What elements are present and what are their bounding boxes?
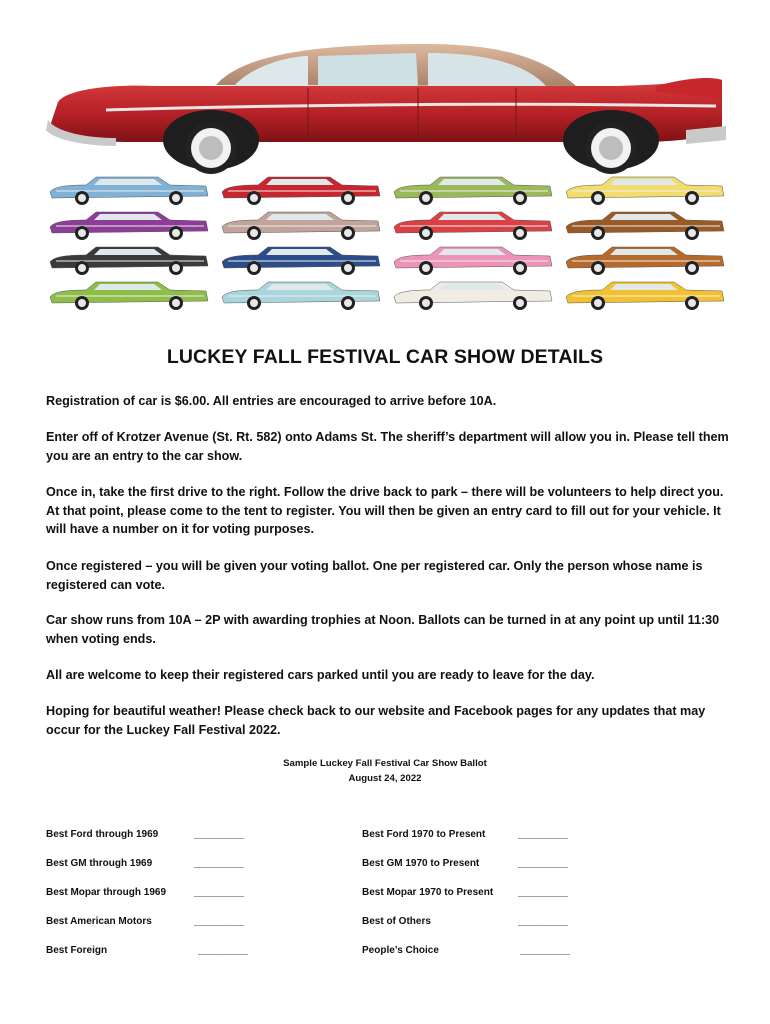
ballot-title: Sample Luckey Fall Festival Car Show Ballot [283,758,487,769]
paragraph-weather: Hoping for beautiful weather! Please check back to our website and Facebook pages for any updates that may occur for the Luckey Fall Festival 2022. [46,704,706,737]
small-car-icon [50,247,208,275]
ballot-category-label: Best American Motors [46,916,152,927]
classic-car-illustration [46,40,726,175]
ballot-date: August 24, 2022 [348,773,422,784]
small-car-icon [50,177,208,205]
small-car-icon [222,177,380,205]
small-car-icon [566,212,724,240]
paragraph-voting-ballot: Once registered – you will be given your voting ballot. One per registered car. Only the person whose name is registered can vote. [46,559,703,592]
small-car-icon [566,177,724,205]
ballot-category-label: Best Foreign [46,945,108,956]
ballot-category-label: Best GM 1970 to Present [362,858,480,869]
paragraph-schedule: Car show runs from 10A – 2P with awarding trophies at Noon. Ballots can be turned in at any point up until 11:30 when voting ends. [46,613,720,646]
small-car-icon [394,177,552,205]
paragraph-registration: Registration of car is $6.00. All entries are encouraged to arrive before 10A. [46,394,497,408]
ballot-blank-line: _________ [518,829,569,840]
ballot-category-label: Best Ford through 1969 [46,829,159,840]
small-car-icon [50,212,208,240]
small-car-icon [394,247,552,275]
small-car-icon [566,282,724,310]
ballot-category-label: Best GM through 1969 [46,858,153,869]
small-car-icon [222,282,380,310]
small-car-icon [394,212,552,240]
ballot-category-label: Best Mopar through 1969 [46,887,167,898]
small-car-icon [222,247,380,275]
ballot-blank-line: _________ [194,858,245,869]
ballot-category-label: People’s Choice [362,945,439,956]
paragraph-entrance: Enter off of Krotzer Avenue (St. Rt. 582) onto Adams St. The sheriff’s department will allow you in. Please tell them you are an entry to the car show. [46,430,729,463]
ballot-blank-line: _________ [194,887,245,898]
car-grid-illustration [46,172,726,312]
ballot-blank-line: _________ [194,916,245,927]
small-car-icon [222,212,380,240]
ballot-category-label: Best Ford 1970 to Present [362,829,486,840]
paragraph-directions: Once in, take the first drive to the right. Follow the drive back to park – there will be volunteers to help direct you. At that point, please come to the tent to register. You will then be given an entry card to fill out for your vehicle. It will have a number on it for voting purposes. [46,485,724,536]
ballot-blank-line: _________ [198,945,249,956]
ballot-blank-line: _________ [518,858,569,869]
ballot-category-label: Best Mopar 1970 to Present [362,887,494,898]
ballot-blank-line: _________ [194,829,245,840]
page-title: LUCKEY FALL FESTIVAL CAR SHOW DETAILS [166,346,604,368]
small-car-icon [50,282,208,310]
ballot-blank-line: _________ [518,887,569,898]
ballot-blank-line: _________ [518,916,569,927]
paragraph-parking: All are welcome to keep their registered cars parked until you are ready to leave for the day. [46,668,595,682]
ballot-category-label: Best of Others [362,916,431,927]
small-car-icon [566,247,724,275]
ballot-blank-line: _________ [520,945,571,956]
small-car-icon [394,282,552,310]
